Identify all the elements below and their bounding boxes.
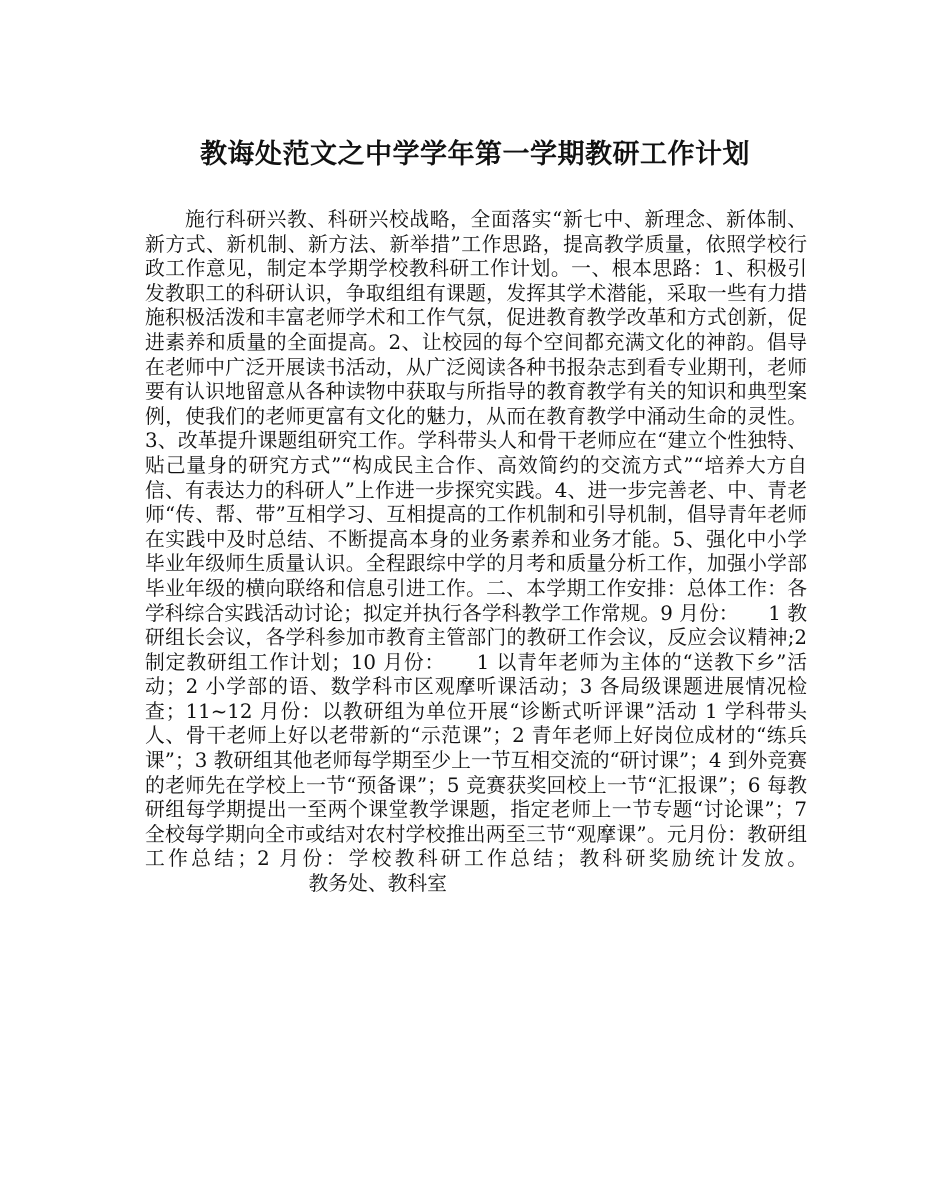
signature: 教务处、教科室 <box>145 872 447 896</box>
body-paragraph: 施行科研兴教、科研兴校战略，全面落实“新七中、新理念、新体制、新方式、新机制、新方法、新举措”工作思路，提高教学质量，依照学校行政工作意见，制定本学期学校教科研工作计划。一、根本思路：1、积极引发教职工的科研认识，争取组组有课题，发挥其学术潜能，采取一些有力措施积极活泼和丰富老师学术和工作气氛，促进教育教学改革和方式创新，促进素养和质量的全面提高。2、让校园的每个空间都充满文化的神韵。倡导在老师中广泛开展读书活动，从广泛阅读各种书报杂志到看专业期刊，老师要有认识地留意从各种读物中获取与所指导的教育教学有关的知识和典型案例，使我们的老师更富有文化的魅力，从而在教育教学中涌动生命的灵性。3、改革提升课题组研究工作。学科带头人和骨干老师应在“建立个性独特、贴己量身的研究方式”“构成民主合作、高效简约的交流方式”“培养大方自信、有表达力的科研人”上作进一步探究实践。4、进一步完善老、中、青老师“传、帮、带”互相学习、互相提高的工作机制和引导机制，倡导青年老师在实践中及时总结、不断提高本身的业务素养和业务才能。5、强化中小学毕业年级师生质量认识。全程跟综中学的月考和质量分析工作，加强小学部毕业年级的横向联络和信息引进工作。二、本学期工作安排：总体工作：各学科综合实践活动讨论；拟定并执行各学科教学工作常规。9 月份： 1 教研组长会议，各学科参加市教育主管部门的教研工作会议，反应会议精神;2 制定教研组工作计划；10 月份： 1 以青年老师为主体的“送教下乡”活动；2 小学部的语、数学科市区观摩听课活动；3 各局级课题进展情况检查；11~12 月份：以教研组为单位开展“诊断式听评课”活动 1 学科带头人、骨干老师上好以老带新的“示范课”；2 青年老师上好岗位成材的“练兵课”；3 教研组其他老师每学期至少上一节互相交流的“研讨课”；4 到外竞赛的老师先在学校上一节“预备课”；5 竞赛获奖回校上一节“汇报课”；6 每教研组每学期提出一至两个课堂教学课题，指定老师上一节专题“讨论课”；7 全校每学期向全市或结对农村学校推出两至三节“观摩课”。元月份：教研组工作总结；2 月份：学校教科研工作总结；教科研奖励统计发放。 <box>145 208 807 871</box>
document-body <box>145 208 807 897</box>
document-title: 教诲处范文之中学学年第一学期教研工作计划 <box>200 139 750 170</box>
